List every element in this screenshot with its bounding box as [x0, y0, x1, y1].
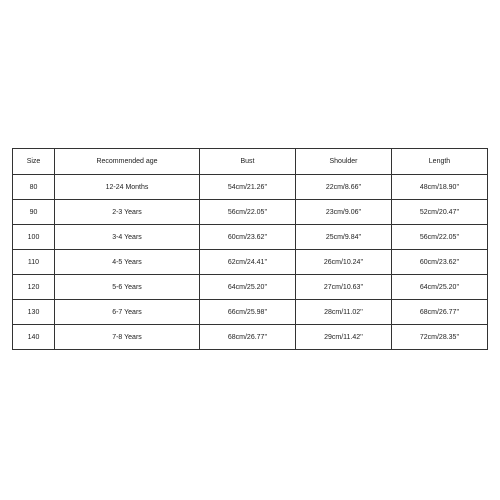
cell-shoulder: 23cm/9.06'' [296, 200, 392, 225]
size-chart-table [12, 148, 488, 350]
cell-bust: 54cm/21.26'' [200, 175, 296, 200]
table-row [13, 225, 488, 250]
cell-bust: 64cm/25.20'' [200, 275, 296, 300]
header-bust: Bust [200, 149, 296, 175]
cell-length: 56cm/22.05'' [392, 225, 488, 250]
cell-bust: 60cm/23.62'' [200, 225, 296, 250]
cell-size: 120 [13, 275, 55, 300]
cell-length: 48cm/18.90'' [392, 175, 488, 200]
cell-length: 52cm/20.47'' [392, 200, 488, 225]
table-row [13, 275, 488, 300]
cell-size: 100 [13, 225, 55, 250]
header-shoulder: Shoulder [296, 149, 392, 175]
table-row [13, 200, 488, 225]
cell-bust: 66cm/25.98'' [200, 300, 296, 325]
cell-size: 110 [13, 250, 55, 275]
cell-shoulder: 26cm/10.24'' [296, 250, 392, 275]
table-header-row [13, 149, 488, 175]
cell-shoulder: 29cm/11.42'' [296, 325, 392, 350]
cell-size: 140 [13, 325, 55, 350]
table-row [13, 300, 488, 325]
cell-shoulder: 27cm/10.63'' [296, 275, 392, 300]
cell-recommended-age: 4-5 Years [55, 250, 200, 275]
cell-length: 72cm/28.35'' [392, 325, 488, 350]
header-recommended-age: Recommended age [55, 149, 200, 175]
cell-shoulder: 25cm/9.84'' [296, 225, 392, 250]
cell-bust: 56cm/22.05'' [200, 200, 296, 225]
cell-bust: 62cm/24.41'' [200, 250, 296, 275]
cell-recommended-age: 6-7 Years [55, 300, 200, 325]
cell-size: 90 [13, 200, 55, 225]
cell-recommended-age: 7-8 Years [55, 325, 200, 350]
table-row [13, 325, 488, 350]
cell-length: 60cm/23.62'' [392, 250, 488, 275]
cell-shoulder: 28cm/11.02'' [296, 300, 392, 325]
cell-length: 64cm/25.20'' [392, 275, 488, 300]
cell-size: 80 [13, 175, 55, 200]
header-size: Size [13, 149, 55, 175]
cell-recommended-age: 12-24 Months [55, 175, 200, 200]
cell-shoulder: 22cm/8.66'' [296, 175, 392, 200]
table-row [13, 175, 488, 200]
cell-size: 130 [13, 300, 55, 325]
table-row [13, 250, 488, 275]
cell-recommended-age: 2-3 Years [55, 200, 200, 225]
cell-length: 68cm/26.77'' [392, 300, 488, 325]
cell-recommended-age: 5-6 Years [55, 275, 200, 300]
cell-recommended-age: 3-4 Years [55, 225, 200, 250]
header-length: Length [392, 149, 488, 175]
cell-bust: 68cm/26.77'' [200, 325, 296, 350]
